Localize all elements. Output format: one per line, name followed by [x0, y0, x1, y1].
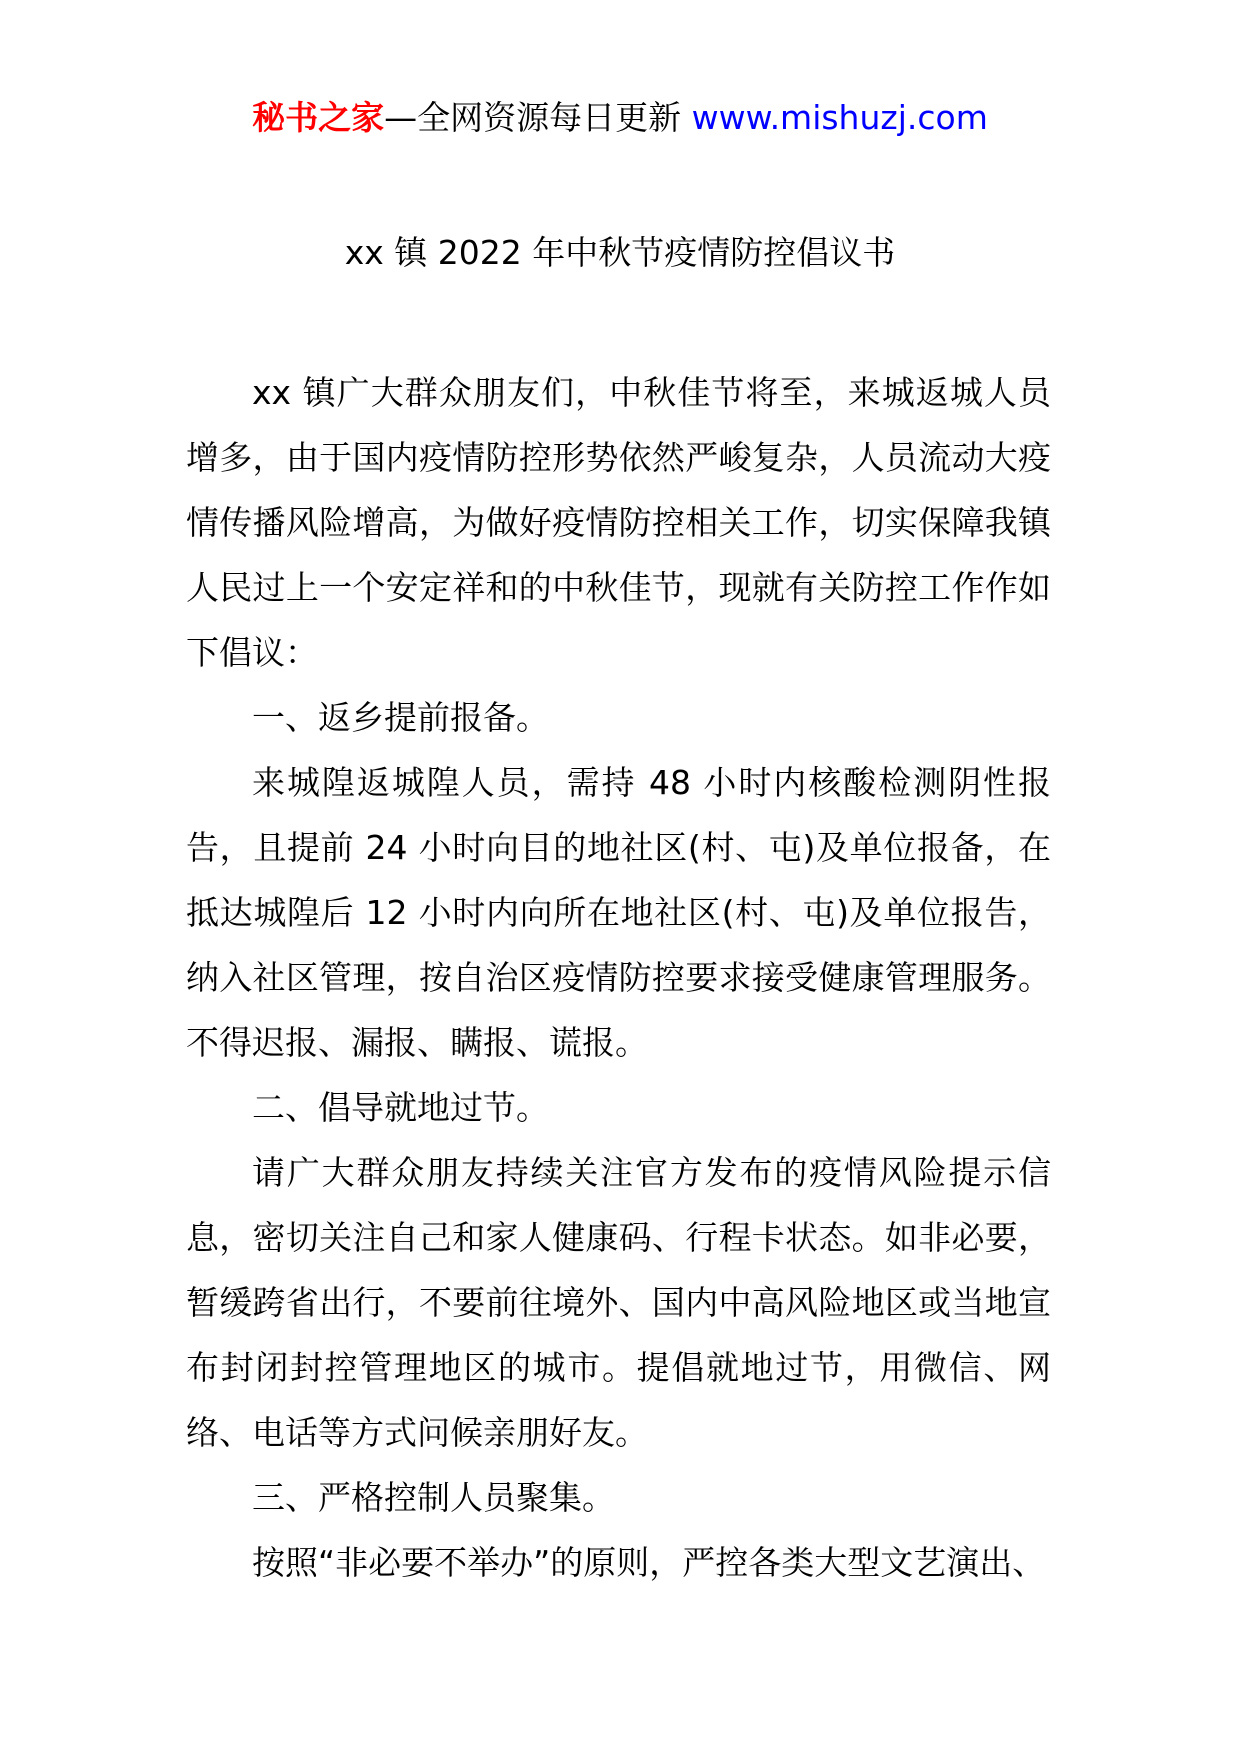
- site-brand: 秘书之家: [252, 98, 385, 137]
- paragraph-section-3: 按照“非必要不举办”的原则，严控各类大型文艺演出、: [252, 1543, 1046, 1582]
- paragraph-intro: xx 镇广大群众朋友们，中秋佳节将至，来城返城人员增多，由于国内疫情防控形势依然严峻复杂，人员流动大疫情传播风险增高，为做好疫情防控相关工作，切实保障我镇人民过上一个安定祥和的中秋佳节，现就有关防控工作作如下倡议：: [186, 373, 1051, 672]
- site-banner: [0, 98, 1240, 138]
- site-slogan: —全网资源每日更新: [384, 98, 692, 137]
- paragraph-section-2: 请广大群众朋友持续关注官方发布的疫情风险提示信息，密切关注自己和家人健康码、行程卡状态。如非必要，暂缓跨省出行，不要前往境外、国内中高风险地区或当地宣布封闭封控管理地区的城市。提倡就地过节，用微信、网络、电话等方式问候亲朋好友。: [186, 1153, 1051, 1452]
- site-url-link[interactable]: www.mishuzj.com: [691, 98, 988, 137]
- document-body: [186, 360, 1051, 1595]
- section-heading-2: 二、倡导就地过节。: [252, 1088, 549, 1127]
- section-heading-3: 三、严格控制人员聚集。: [252, 1478, 615, 1517]
- section-heading-1: 一、返乡提前报备。: [252, 698, 549, 737]
- document-title: xx 镇 2022 年中秋节疫情防控倡议书: [344, 233, 896, 272]
- paragraph-section-1: 来城隍返城隍人员，需持 48 小时内核酸检测阴性报告，且提前 24 小时向目的地社区(村、屯)及单位报备，在抵达城隍后 12 小时内向所在地社区(村、屯)及单位报告，纳入社区管理，按自治区疫情防控要求接受健康管理服务。不得迟报、漏报、瞒报、谎报。: [186, 763, 1051, 1062]
